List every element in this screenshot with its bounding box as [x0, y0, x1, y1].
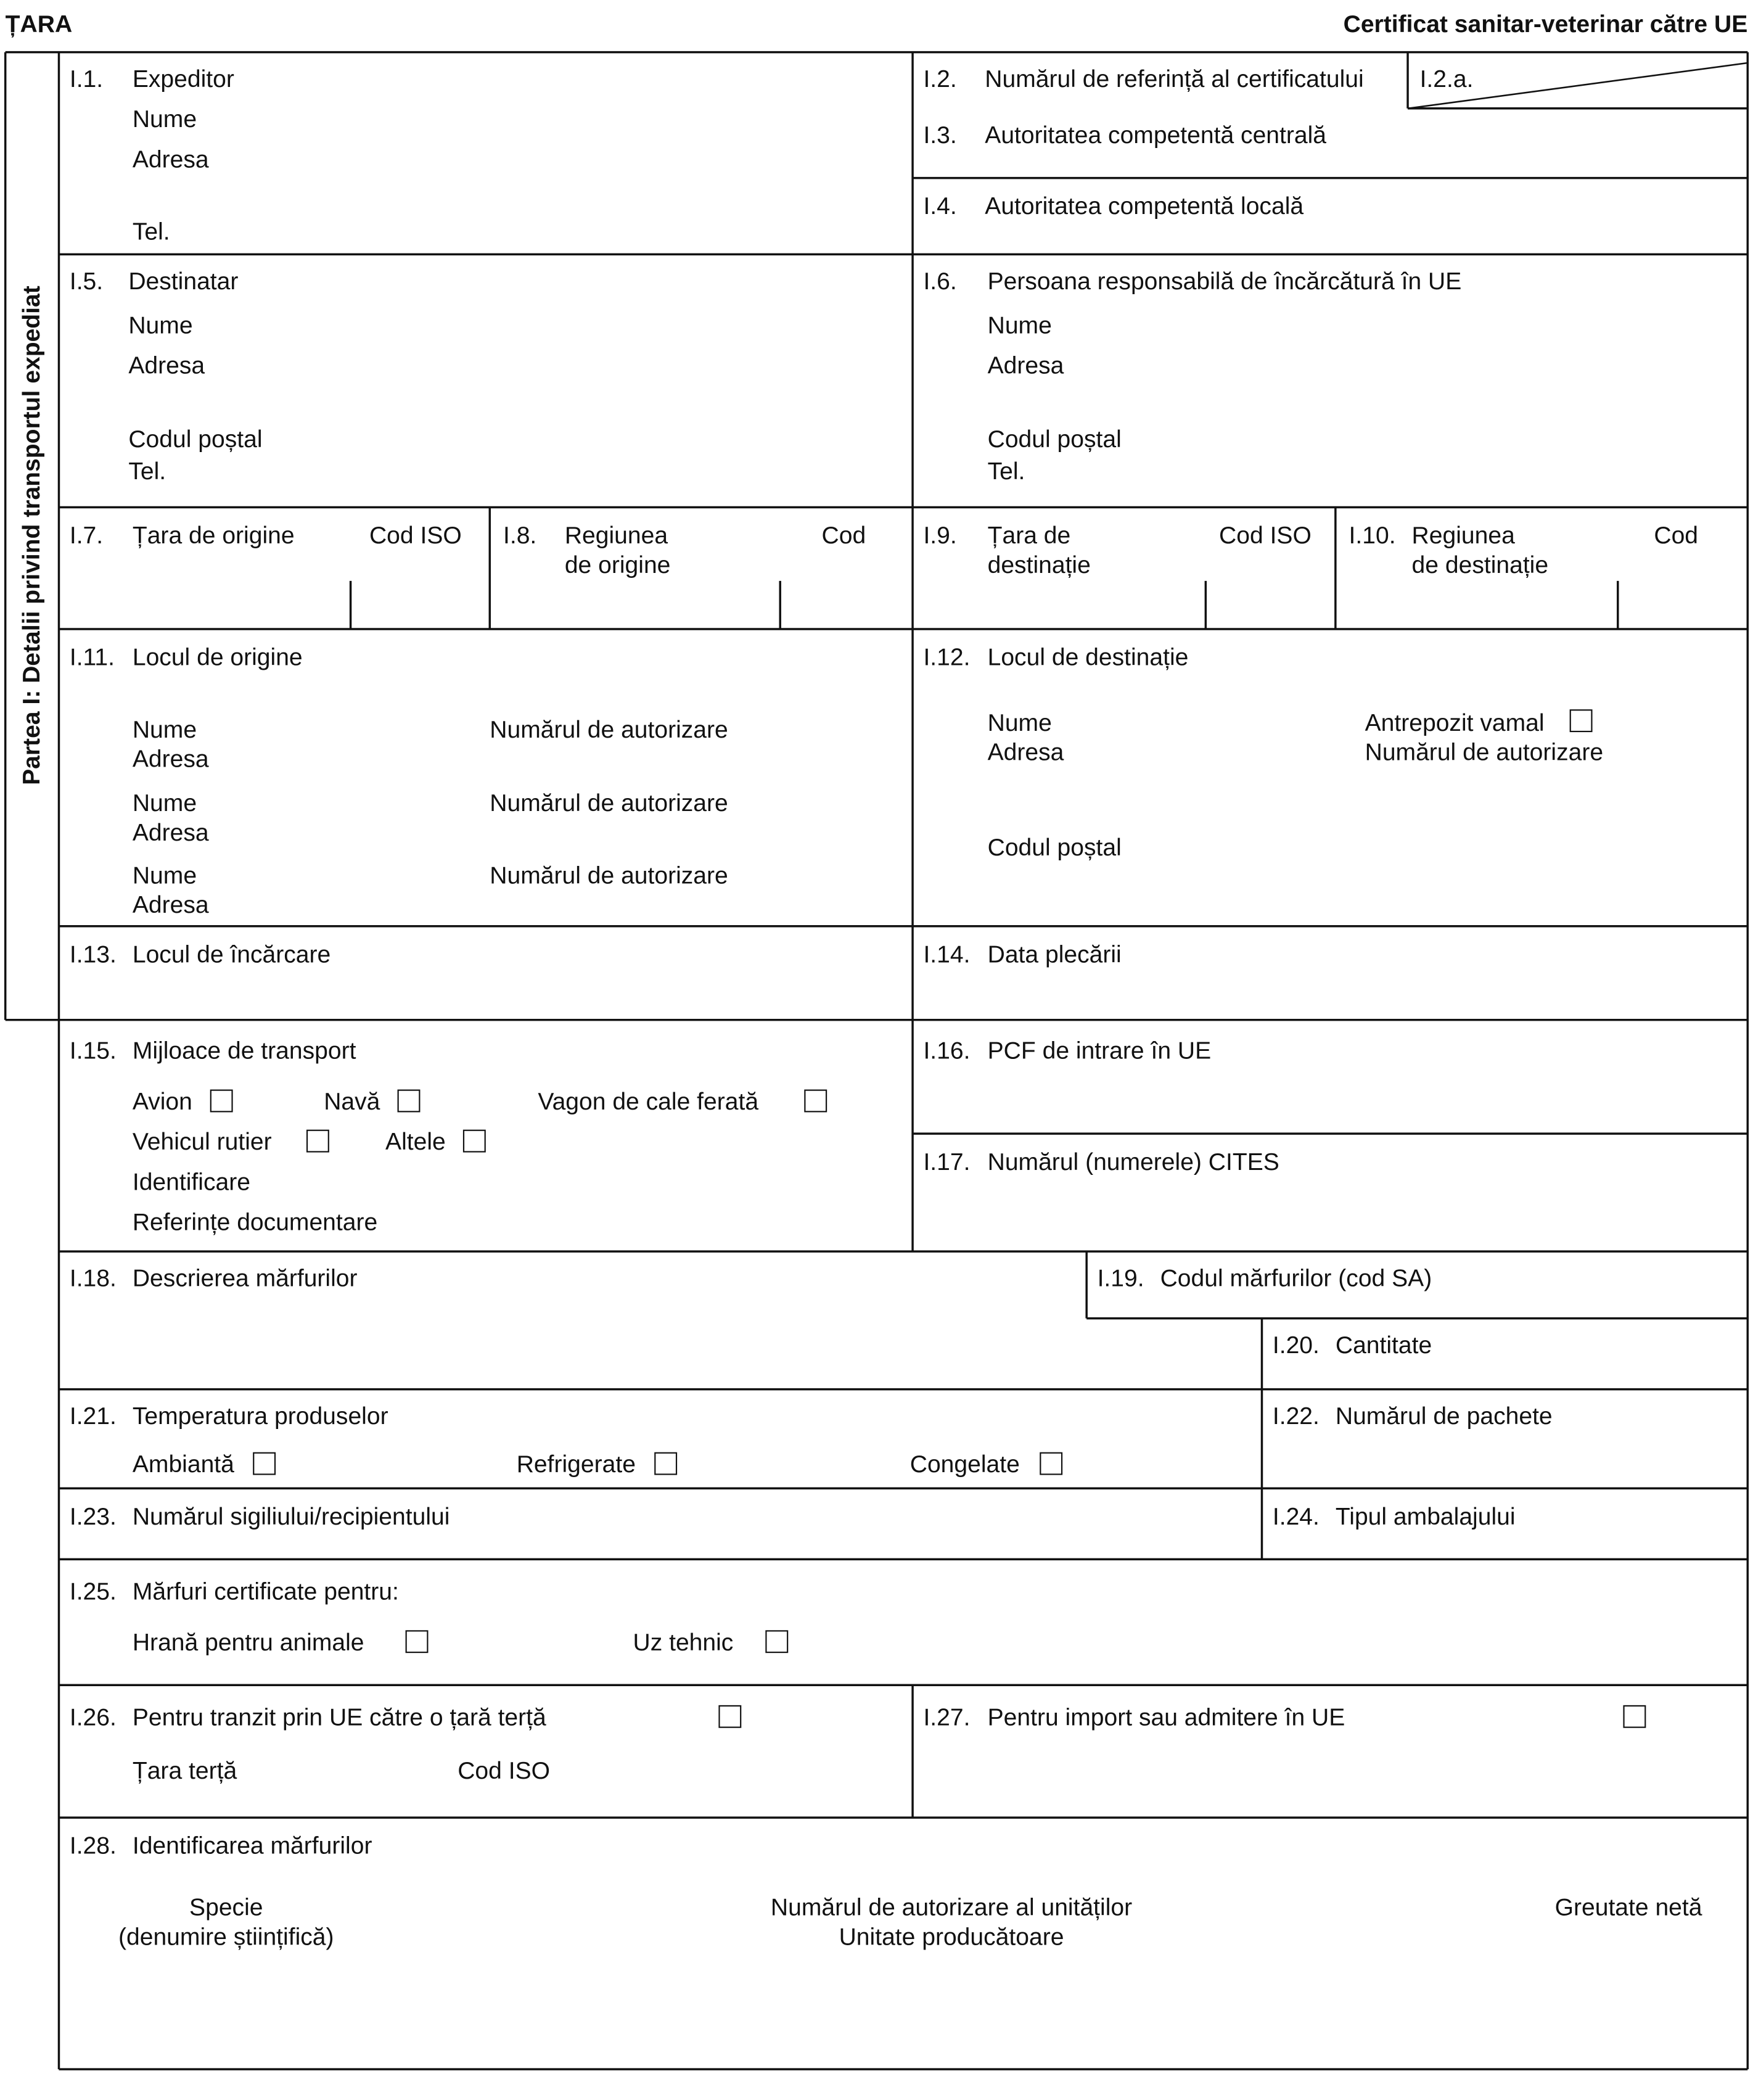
origin-name-label: Nume: [132, 789, 197, 817]
commodity-identification-title: Identificarea mărfurilor: [132, 1832, 372, 1859]
import-admission-checkbox[interactable]: [1623, 1705, 1646, 1728]
destination-region-title: Regiunea: [1411, 522, 1515, 549]
consignor-tel-label: Tel.: [132, 218, 170, 245]
origin-region-title-line2: de origine: [564, 551, 671, 579]
identification-label: Identificare: [132, 1168, 250, 1195]
aeroplane-label: Avion: [132, 1088, 192, 1115]
road-vehicle-label: Vehicul rutier: [132, 1128, 272, 1155]
destination-postal-label: Codul poștal: [987, 834, 1122, 861]
chilled-checkbox[interactable]: [654, 1452, 677, 1475]
origin-country-iso-label: Cod ISO: [369, 522, 462, 549]
consignee-postal-label: Codul poștal: [128, 426, 263, 453]
destination-region-code-label: Cod: [1654, 522, 1699, 549]
box-number: I.11.: [69, 643, 115, 671]
package-count-title: Numărul de pachete: [1335, 1402, 1553, 1430]
customs-warehouse-checkbox[interactable]: [1570, 709, 1593, 732]
certified-for-title: Mărfuri certificate pentru:: [132, 1578, 399, 1605]
local-authority-title: Autoritatea competentă locală: [985, 192, 1304, 220]
responsible-name-label: Nume: [987, 311, 1052, 339]
consignor-name-label: Nume: [132, 105, 197, 133]
consignee-title: Destinatar: [128, 268, 239, 295]
net-weight-header: Greutate netă: [1554, 1893, 1702, 1921]
origin-region-title: Regiunea: [564, 522, 668, 549]
box-number: I.10.: [1349, 522, 1396, 549]
technical-use-checkbox[interactable]: [765, 1630, 788, 1653]
consignor-address-label: Adresa: [132, 146, 209, 173]
box-number: I.23.: [69, 1503, 117, 1530]
species-header: Specie: [189, 1893, 263, 1921]
destination-name-label: Nume: [987, 709, 1052, 736]
consignor-title: Expeditor: [132, 65, 234, 93]
box-number: I.12.: [923, 643, 971, 671]
destination-approval-label: Numărul de autorizare: [1365, 738, 1604, 766]
technical-use-label: Uz tehnic: [633, 1629, 734, 1656]
animal-feed-checkbox[interactable]: [406, 1630, 429, 1653]
ambient-checkbox[interactable]: [253, 1452, 276, 1475]
railway-wagon-checkbox[interactable]: [804, 1090, 827, 1113]
destination-country-iso-label: Cod ISO: [1219, 522, 1312, 549]
ship-label: Navă: [324, 1088, 380, 1115]
origin-address-label: Adresa: [132, 891, 209, 918]
responsible-postal-label: Codul poștal: [987, 426, 1122, 453]
origin-approval-label: Numărul de autorizare: [490, 862, 728, 889]
third-country-label: Țara terță: [132, 1757, 237, 1784]
species-header-line2: (denumire științifică): [118, 1923, 334, 1950]
consignee-address-label: Adresa: [128, 352, 205, 379]
side-label-text: Partea I: Detalii privind transportul expediat: [18, 286, 45, 785]
box-number: I.19.: [1097, 1264, 1144, 1292]
place-of-destination-title: Locul de destinație: [987, 643, 1189, 671]
entry-bip-title: PCF de intrare în UE: [987, 1037, 1212, 1064]
other-transport-checkbox[interactable]: [463, 1130, 486, 1153]
documentary-references-label: Referințe documentare: [132, 1208, 378, 1236]
customs-warehouse-label: Antrepozit vamal: [1365, 709, 1545, 736]
consignee-tel-label: Tel.: [128, 458, 166, 485]
origin-address-label: Adresa: [132, 819, 209, 846]
responsible-tel-label: Tel.: [987, 458, 1025, 485]
box-number: I.13.: [69, 941, 117, 968]
destination-region-title-line2: de destinație: [1411, 551, 1549, 579]
box-number: I.24.: [1272, 1503, 1320, 1530]
box-number: I.1.: [69, 65, 104, 93]
manufacturing-plant-header: Unitate producătoare: [839, 1923, 1064, 1950]
box-number: I.2.a.: [1419, 65, 1474, 93]
place-of-origin-title: Locul de origine: [132, 643, 303, 671]
origin-address-label: Adresa: [132, 745, 209, 773]
box-number: I.27.: [923, 1703, 971, 1731]
origin-approval-label: Numărul de autorizare: [490, 716, 728, 743]
transit-checkbox[interactable]: [718, 1705, 741, 1728]
ship-checkbox[interactable]: [398, 1090, 421, 1113]
ambient-label: Ambiantă: [132, 1451, 234, 1478]
box-number: I.3.: [923, 121, 957, 149]
origin-region-code-label: Cod: [821, 522, 866, 549]
box-number: I.15.: [69, 1037, 117, 1064]
box-number: I.20.: [1272, 1332, 1320, 1359]
product-temperature-title: Temperatura produselor: [132, 1402, 388, 1430]
box-number: I.26.: [69, 1703, 117, 1731]
import-admission-title: Pentru import sau admitere în UE: [987, 1703, 1345, 1731]
box-number: I.4.: [923, 192, 957, 220]
quantity-title: Cantitate: [1335, 1332, 1432, 1359]
box-number: I.17.: [923, 1148, 971, 1176]
box-number: I.21.: [69, 1402, 117, 1430]
other-transport-label: Altele: [385, 1128, 446, 1155]
road-vehicle-checkbox[interactable]: [306, 1130, 329, 1153]
central-authority-title: Autoritatea competentă centrală: [985, 121, 1327, 149]
animal-feed-label: Hrană pentru animale: [132, 1629, 364, 1656]
approval-number-header: Numărul de autorizare al unităților: [770, 1893, 1133, 1921]
box-number: I.22.: [1272, 1402, 1320, 1430]
certificate-reference-title: Numărul de referință al certificatului: [985, 65, 1364, 93]
responsible-address-label: Adresa: [987, 352, 1064, 379]
frozen-checkbox[interactable]: [1040, 1452, 1062, 1475]
origin-name-label: Nume: [132, 716, 197, 743]
destination-country-title: Țara de: [987, 522, 1071, 549]
place-of-loading-title: Locul de încărcare: [132, 941, 331, 968]
box-number: I.2.: [923, 65, 957, 93]
box-number: I.14.: [923, 941, 971, 968]
box-number: I.9.: [923, 522, 957, 549]
packaging-type-title: Tipul ambalajului: [1335, 1503, 1516, 1530]
transit-title: Pentru tranzit prin UE către o țară terță: [132, 1703, 546, 1731]
country-heading: ȚARA: [5, 10, 73, 38]
box-number: I.7.: [69, 522, 104, 549]
certificate-title: Certificat sanitar-veterinar către UE: [1343, 10, 1748, 38]
third-country-iso-label: Cod ISO: [458, 1757, 551, 1784]
origin-name-label: Nume: [132, 862, 197, 889]
destination-country-title-line2: destinație: [987, 551, 1091, 579]
box-number: I.16.: [923, 1037, 971, 1064]
frozen-label: Congelate: [909, 1451, 1020, 1478]
railway-wagon-label: Vagon de cale ferată: [538, 1088, 759, 1115]
origin-approval-label: Numărul de autorizare: [490, 789, 728, 817]
box-number: I.6.: [923, 268, 957, 295]
cites-numbers-title: Numărul (numerele) CITES: [987, 1148, 1279, 1176]
destination-address-label: Adresa: [987, 738, 1064, 766]
transport-means-title: Mijloace de transport: [132, 1037, 356, 1064]
box-number: I.25.: [69, 1578, 117, 1605]
commodity-description-title: Descrierea mărfurilor: [132, 1264, 358, 1292]
chilled-label: Refrigerate: [516, 1451, 636, 1478]
box-number: I.5.: [69, 268, 104, 295]
commodity-code-title: Codul mărfurilor (cod SA): [1160, 1264, 1432, 1292]
consignee-name-label: Nume: [128, 311, 193, 339]
aeroplane-checkbox[interactable]: [210, 1090, 233, 1113]
seal-container-number-title: Numărul sigiliului/recipientului: [132, 1503, 450, 1530]
departure-date-title: Data plecării: [987, 941, 1122, 968]
responsible-person-title: Persoana responsabilă de încărcătură în UE: [987, 268, 1462, 295]
box-number: I.8.: [503, 522, 537, 549]
box-number: I.28.: [69, 1832, 117, 1859]
origin-country-title: Țara de origine: [132, 522, 295, 549]
box-number: I.18.: [69, 1264, 117, 1292]
